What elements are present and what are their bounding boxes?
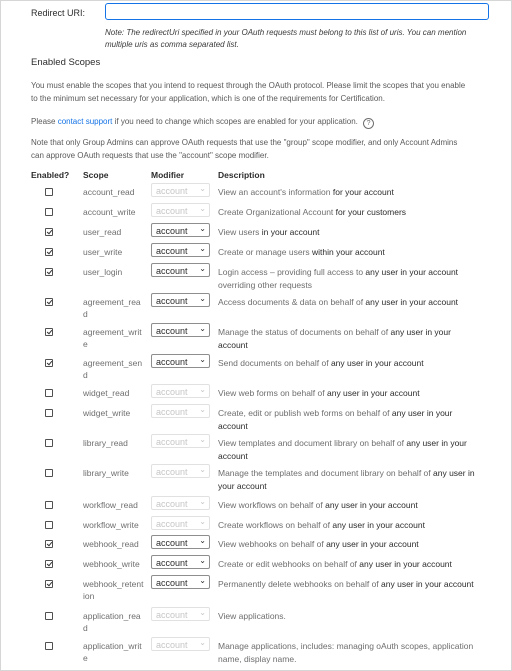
scope-modifier-select — [151, 496, 210, 510]
scope-enabled-checkbox[interactable] — [45, 359, 53, 367]
scope-enabled-checkbox[interactable] — [45, 298, 53, 306]
scope-enabled-checkbox[interactable] — [45, 560, 53, 568]
scope-description — [218, 266, 483, 291]
scope-enabled-checkbox[interactable] — [45, 642, 53, 650]
chevron-down-icon: ⌄ — [199, 244, 206, 253]
redirect-uri-note: Note: The redirectUri specified in your OAuth requests must belong to this list of uris. You can mention multiple uris as comma separated list. — [105, 28, 467, 49]
scope-description-target: any user in your account — [218, 327, 451, 350]
scope-enabled-checkbox[interactable] — [45, 469, 53, 477]
scope-modifier-select — [151, 384, 210, 398]
scope-description-tail: overriding other requests — [218, 279, 313, 290]
support-suffix: if you need to change which scopes are enabled for your application. — [112, 117, 358, 126]
chevron-down-icon: ⌄ — [199, 324, 206, 333]
contact-support-link[interactable]: contact support — [57, 117, 113, 126]
chevron-down-icon: ⌄ — [199, 224, 206, 233]
modifier-value: account — [156, 639, 188, 650]
scope-description-text: Login access – providing full access to — [218, 267, 364, 277]
column-header-description: Description — [218, 170, 265, 180]
scope-description-text: Access documents & data on behalf of — [218, 297, 364, 307]
scope-modifier-select — [151, 607, 210, 621]
scope-modifier-select[interactable] — [151, 293, 210, 307]
modifier-value: account — [156, 466, 188, 477]
scope-modifier-select — [151, 464, 210, 478]
scope-description-text: Manage the templates and document library on behalf of — [218, 468, 431, 478]
scope-description-text: Permanently delete webhooks on behalf of — [218, 579, 379, 589]
scope-description — [218, 226, 483, 239]
chevron-down-icon: ⌄ — [199, 536, 206, 545]
modifier-value: account — [156, 386, 188, 397]
scope-enabled-checkbox[interactable] — [45, 540, 53, 548]
chevron-down-icon: ⌄ — [199, 497, 206, 506]
scope-description-text: Create, edit or publish web forms on behalf of — [218, 408, 390, 418]
scope-description-text: View applications. — [218, 611, 286, 621]
scope-description-target: any user in your account — [378, 579, 474, 589]
scope-description-target: any user in your account — [322, 500, 418, 510]
scope-description — [218, 387, 483, 400]
chevron-down-icon: ⌄ — [199, 204, 206, 213]
scope-description-target: for your customers — [333, 207, 407, 217]
scope-name: workflow_write — [83, 520, 139, 530]
scope-description-target: within your account — [309, 247, 385, 257]
scope-description-text: Create or manage users — [218, 247, 310, 257]
chevron-down-icon: ⌄ — [199, 264, 206, 273]
scope-modifier-select[interactable] — [151, 243, 210, 257]
scope-name: library_write — [83, 468, 129, 478]
scope-modifier-select — [151, 203, 210, 217]
scope-description-text: Create or edit webhooks on behalf of — [218, 559, 357, 569]
chevron-down-icon: ⌄ — [199, 385, 206, 394]
scope-description-target: any user in your account — [328, 358, 424, 368]
scope-name: user_write — [83, 247, 123, 257]
scope-description — [218, 640, 483, 665]
modifier-value: account — [156, 609, 188, 620]
chevron-down-icon: ⌄ — [199, 517, 206, 526]
scope-name: agreement_write — [83, 327, 142, 349]
scope-description — [218, 578, 483, 591]
scope-description-target: any user in your account — [329, 520, 425, 530]
scope-description-text: View users — [218, 227, 260, 237]
scope-name: widget_read — [83, 388, 130, 398]
redirect-uri-input[interactable] — [105, 3, 489, 20]
modifier-value: account — [156, 356, 188, 367]
modifier-value: account — [156, 265, 188, 276]
scope-description — [218, 206, 483, 219]
scope-modifier-select[interactable] — [151, 354, 210, 368]
chevron-down-icon: ⌄ — [199, 405, 206, 414]
scope-description-target: in your account — [259, 227, 320, 237]
help-circle-icon[interactable]: ? — [363, 118, 374, 129]
scope-description-text: Manage the status of documents on behalf of — [218, 327, 389, 337]
scope-description — [218, 558, 483, 571]
scope-enabled-checkbox[interactable] — [45, 188, 53, 196]
scope-name: webhook_retention — [83, 579, 144, 601]
scope-name: account_read — [83, 187, 135, 197]
scope-name: webhook_read — [83, 539, 139, 549]
chevron-down-icon: ⌄ — [199, 465, 206, 474]
modifier-value: account — [156, 518, 188, 529]
modifier-value: account — [156, 225, 188, 236]
modifier-value: account — [156, 498, 188, 509]
scope-modifier-select — [151, 434, 210, 448]
scope-enabled-checkbox[interactable] — [45, 268, 53, 276]
scope-enabled-checkbox[interactable] — [45, 389, 53, 397]
column-header-scope: Scope — [83, 170, 109, 180]
scope-modifier-select[interactable] — [151, 575, 210, 589]
scope-modifier-select[interactable] — [151, 535, 210, 549]
scope-description — [218, 519, 483, 532]
scope-description-text: View webhooks on behalf of — [218, 539, 324, 549]
scope-name: application_write — [83, 641, 142, 663]
scope-description-target: any user in your account — [323, 539, 419, 549]
chevron-down-icon: ⌄ — [199, 435, 206, 444]
scope-description-text: Send documents on behalf of — [218, 358, 329, 368]
scope-description — [218, 246, 483, 259]
scope-description — [218, 296, 483, 309]
scope-description-target: any user in your account — [218, 408, 453, 431]
modifier-value: account — [156, 185, 188, 196]
scope-name: agreement_read — [83, 297, 141, 319]
modifier-value: account — [156, 205, 188, 216]
scope-description-text: Create Organizational Account — [218, 207, 334, 217]
scope-description-target: any user in your account — [363, 267, 459, 277]
column-header-enabled: Enabled? — [31, 170, 70, 180]
scope-description-target: any user in your account — [324, 388, 420, 398]
scope-modifier-select[interactable] — [151, 555, 210, 569]
chevron-down-icon: ⌄ — [199, 608, 206, 617]
scope-name: agreement_send — [83, 358, 143, 380]
modifier-value: account — [156, 436, 188, 447]
modifier-value: account — [156, 557, 188, 568]
scope-description — [218, 467, 483, 492]
scope-modifier-select[interactable] — [151, 263, 210, 277]
scope-description-text: View web forms on behalf of — [218, 388, 325, 398]
scope-description — [218, 357, 483, 370]
chevron-down-icon: ⌄ — [199, 355, 206, 364]
scope-name: application_read — [83, 611, 141, 633]
scope-description-target: for your account — [330, 187, 394, 197]
scope-description — [218, 437, 483, 462]
scope-description — [218, 326, 483, 351]
scope-description — [218, 538, 483, 551]
scope-enabled-checkbox[interactable] — [45, 612, 53, 620]
scope-modifier-select — [151, 637, 210, 651]
chevron-down-icon: ⌄ — [199, 184, 206, 193]
scope-name: account_write — [83, 207, 136, 217]
scope-description-target: any user in your account — [356, 559, 452, 569]
scope-enabled-checkbox[interactable] — [45, 208, 53, 216]
support-prefix: Please — [31, 117, 58, 126]
scope-description-text: Create workflows on behalf of — [218, 520, 330, 530]
modifier-value: account — [156, 295, 188, 306]
scope-name: user_login — [83, 267, 123, 277]
scope-enabled-checkbox[interactable] — [45, 248, 53, 256]
redirect-uri-label: Redirect URI: — [31, 8, 86, 18]
scope-name: user_read — [83, 227, 122, 237]
scope-description — [218, 499, 483, 512]
modifier-value: account — [156, 245, 188, 256]
scope-description-text: Manage applications, includes: managing oAuth scopes, application name, display name. — [218, 641, 474, 664]
scope-enabled-checkbox[interactable] — [45, 328, 53, 336]
modifier-value: account — [156, 577, 188, 588]
scope-enabled-checkbox[interactable] — [45, 501, 53, 509]
chevron-down-icon: ⌄ — [199, 294, 206, 303]
scope-description-target: any user in your account — [363, 297, 459, 307]
scope-enabled-checkbox[interactable] — [45, 580, 53, 588]
scope-description-text: View workflows on behalf of — [218, 500, 323, 510]
scope-modifier-select — [151, 516, 210, 530]
scope-description-target: any user in your account — [218, 468, 475, 491]
scope-name: library_read — [83, 438, 128, 448]
chevron-down-icon: ⌄ — [199, 638, 206, 647]
scope-enabled-checkbox[interactable] — [45, 228, 53, 236]
scope-modifier-select — [151, 183, 210, 197]
scope-modifier-select[interactable] — [151, 223, 210, 237]
scope-description — [218, 407, 483, 432]
modifier-value: account — [156, 406, 188, 417]
scopes-intro-text: You must enable the scopes that you intend to request through the OAuth protocol. Please limit the scopes that you enable to the minimum set necessary for your application, which is one of the requirements for Certification. — [31, 81, 466, 103]
scope-description-text: View an account's information — [218, 187, 331, 197]
section-title-enabled-scopes: Enabled Scopes — [31, 57, 101, 68]
scope-modifier-select — [151, 404, 210, 418]
admin-note-text: Note that only Group Admins can approve OAuth requests that use the "group" scope modifier, and only Account Admins can approve OAuth requests that use the "account" scope modifier. — [31, 138, 458, 160]
scope-name: webhook_write — [83, 559, 140, 569]
scope-enabled-checkbox[interactable] — [45, 521, 53, 529]
scope-description-target: any user in your account — [218, 438, 467, 461]
scope-enabled-checkbox[interactable] — [45, 409, 53, 417]
scope-name: widget_write — [83, 408, 131, 418]
scope-description-text: View templates and document library on behalf of — [218, 438, 405, 448]
scope-description — [218, 610, 483, 623]
modifier-value: account — [156, 537, 188, 548]
scope-enabled-checkbox[interactable] — [45, 439, 53, 447]
column-header-modifier: Modifier — [151, 170, 185, 180]
scope-description — [218, 186, 483, 199]
chevron-down-icon: ⌄ — [199, 576, 206, 585]
support-line — [31, 116, 471, 129]
modifier-value: account — [156, 325, 188, 336]
scope-modifier-select[interactable] — [151, 323, 210, 337]
chevron-down-icon: ⌄ — [199, 556, 206, 565]
scope-name: workflow_read — [83, 500, 138, 510]
